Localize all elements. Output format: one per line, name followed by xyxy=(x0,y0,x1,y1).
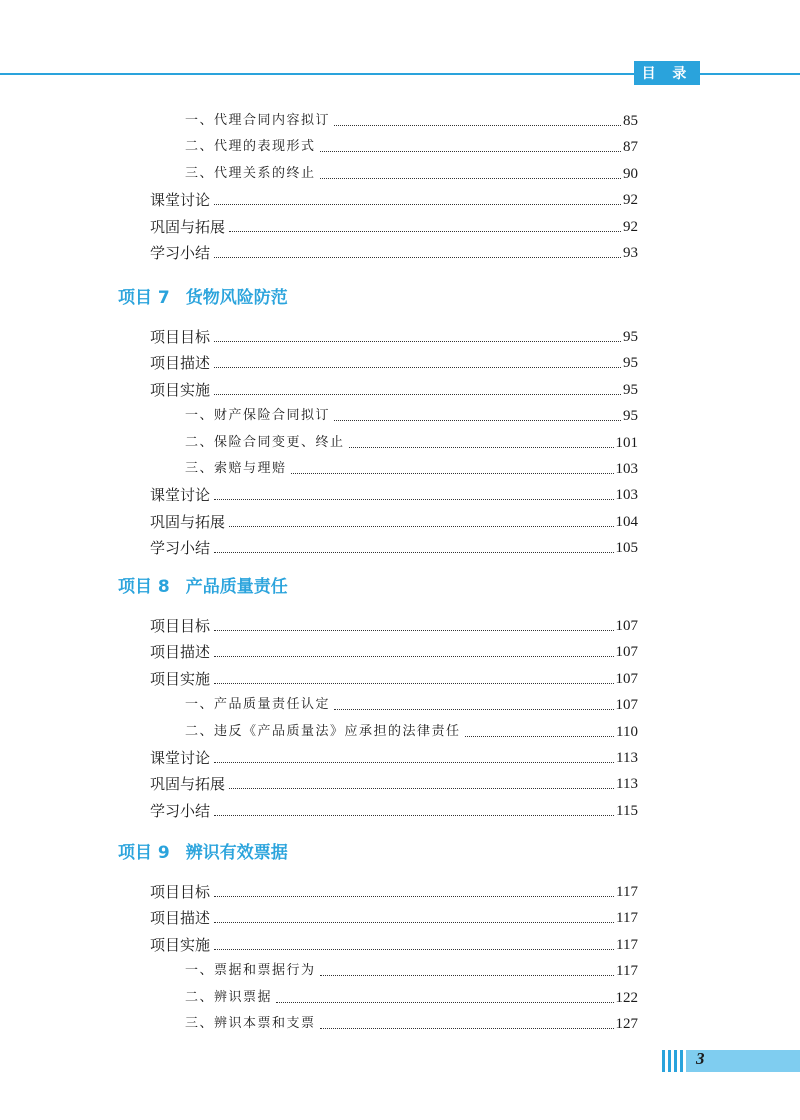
toc-entry-page: 104 xyxy=(615,513,638,530)
dot-leader xyxy=(334,708,613,710)
toc-subentry[interactable] xyxy=(185,688,638,714)
toc-entry-page: 127 xyxy=(615,1016,638,1032)
toc-entry[interactable] xyxy=(150,373,638,399)
toc-entry-page: 95 xyxy=(623,381,638,398)
dot-leader xyxy=(214,629,613,631)
dot-leader xyxy=(214,682,613,684)
toc-entry-page: 107 xyxy=(615,644,638,661)
dot-leader xyxy=(214,366,621,368)
footer-bar xyxy=(674,1050,677,1072)
toc-entry-label: 三、索赔与理赔 xyxy=(185,461,287,476)
toc-entry-label: 项目实施 xyxy=(150,669,211,688)
toc-entry-label: 项目目标 xyxy=(150,883,211,901)
toc-subentry[interactable] xyxy=(185,1007,638,1033)
toc-entry[interactable] xyxy=(150,767,638,793)
toc-entry[interactable] xyxy=(150,236,638,262)
toc-entry-page: 107 xyxy=(615,618,638,634)
toc-entry-label: 一、财产保险合同拟订 xyxy=(185,408,331,424)
dot-leader xyxy=(349,446,614,448)
dot-leader xyxy=(214,203,621,205)
section-number: 项目 7 xyxy=(118,288,170,308)
toc-subentry[interactable] xyxy=(185,715,638,741)
toc-subentry[interactable] xyxy=(185,399,638,425)
dot-leader xyxy=(214,551,613,553)
footer-bar xyxy=(662,1050,665,1072)
toc-entry-page: 105 xyxy=(615,540,638,557)
dot-leader xyxy=(214,895,614,897)
dot-leader xyxy=(229,525,613,527)
dot-leader xyxy=(334,419,621,421)
toc-entry-label: 巩固与拓展 xyxy=(150,217,226,236)
toc-entry[interactable] xyxy=(150,531,638,557)
toc-entry-label: 二、违反《产品质量法》应承担的法律责任 xyxy=(185,723,461,739)
toc-entry-page: 95 xyxy=(623,355,638,372)
section-heading[interactable] xyxy=(118,572,288,597)
toc-entry[interactable] xyxy=(150,183,638,209)
section-number: 项目 8 xyxy=(118,577,170,597)
toc-entry[interactable] xyxy=(150,505,638,531)
toc-entry-label: 课堂讨论 xyxy=(150,749,211,767)
section-number: 项目 9 xyxy=(118,843,170,863)
dot-leader xyxy=(214,921,614,923)
toc-subentry[interactable] xyxy=(185,954,638,980)
dot-leader xyxy=(334,124,621,126)
toc-entry[interactable] xyxy=(150,662,638,688)
toc-entry[interactable] xyxy=(150,794,638,820)
toc-entry[interactable] xyxy=(150,478,638,504)
toc-entry-label: 项目实施 xyxy=(150,380,211,399)
toc-subentry[interactable] xyxy=(185,130,638,156)
toc-entry-page: 85 xyxy=(623,113,638,129)
toc-entry-label: 项目描述 xyxy=(150,354,211,373)
toc-entry-label: 一、产品质量责任认定 xyxy=(185,697,331,713)
header-tab xyxy=(634,61,700,85)
dot-leader xyxy=(214,340,621,342)
toc-entry-page: 107 xyxy=(615,670,638,687)
toc-entry-label: 二、保险合同变更、终止 xyxy=(185,434,345,450)
toc-entry-label: 三、辨识本票和支票 xyxy=(185,1016,316,1031)
toc-entry-page: 107 xyxy=(615,697,638,714)
toc-subentry[interactable] xyxy=(185,157,638,183)
dot-leader xyxy=(465,735,615,737)
toc-entry-page: 115 xyxy=(616,802,638,819)
toc-subentry[interactable] xyxy=(185,981,638,1007)
section-heading[interactable] xyxy=(118,838,288,863)
toc-subentry[interactable] xyxy=(185,104,638,130)
header-tab-label: 目 录 xyxy=(641,66,693,82)
dot-leader xyxy=(214,393,621,395)
toc-entry-page: 117 xyxy=(616,936,638,953)
toc-entry-label: 学习小结 xyxy=(150,801,211,820)
toc-entry[interactable] xyxy=(150,320,638,346)
section-title: 产品质量责任 xyxy=(185,577,288,597)
toc-entry-label: 学习小结 xyxy=(150,244,211,262)
toc-entry-label: 巩固与拓展 xyxy=(150,512,226,531)
page-number: 3 xyxy=(696,1049,705,1068)
toc-entry-label: 二、代理的表现形式 xyxy=(185,139,316,155)
toc-entry-label: 课堂讨论 xyxy=(150,191,211,210)
toc-entry[interactable] xyxy=(150,741,638,767)
footer-bar xyxy=(680,1050,683,1072)
toc-entry-label: 项目实施 xyxy=(150,935,211,954)
dot-leader xyxy=(291,472,614,474)
dot-leader xyxy=(229,230,621,232)
toc-entry-label: 一、代理合同内容拟订 xyxy=(185,113,331,128)
toc-entry-page: 87 xyxy=(623,139,638,156)
toc-entry-label: 三、代理关系的终止 xyxy=(185,165,316,181)
dot-leader xyxy=(320,150,621,152)
toc-entry-label: 项目目标 xyxy=(150,617,211,635)
dot-leader xyxy=(214,256,621,258)
dot-leader xyxy=(214,761,614,763)
section-heading[interactable] xyxy=(118,283,288,308)
toc-entry-page: 90 xyxy=(623,165,638,182)
dot-leader xyxy=(214,655,613,657)
toc-entry-page: 117 xyxy=(616,910,638,927)
toc-entry-page: 122 xyxy=(615,989,638,1006)
toc-entry[interactable] xyxy=(150,635,638,661)
toc-entry[interactable] xyxy=(150,875,638,901)
toc-entry[interactable] xyxy=(150,210,638,236)
toc-entry-page: 92 xyxy=(623,192,638,209)
dot-leader xyxy=(320,974,615,976)
dot-leader xyxy=(229,787,614,789)
toc-entry-label: 项目描述 xyxy=(150,643,211,662)
toc-entry-page: 110 xyxy=(616,723,638,740)
toc-entry[interactable] xyxy=(150,346,638,372)
toc-subentry[interactable] xyxy=(185,452,638,478)
dot-leader xyxy=(214,498,613,500)
footer-bar xyxy=(668,1050,671,1072)
toc-entry-page: 117 xyxy=(616,963,638,980)
toc-entry-label: 项目目标 xyxy=(150,328,211,346)
toc-entry-page: 95 xyxy=(623,329,638,345)
section-title: 货物风险防范 xyxy=(185,288,288,308)
toc-entry-page: 95 xyxy=(623,408,638,425)
toc-entry-label: 二、辨识票据 xyxy=(185,989,273,1005)
footer-decoration-bars xyxy=(662,1050,683,1072)
dot-leader xyxy=(276,1001,613,1003)
toc-entry-page: 101 xyxy=(615,434,638,451)
toc-entry[interactable] xyxy=(150,928,638,954)
dot-leader xyxy=(320,177,621,179)
toc-entry-page: 93 xyxy=(623,245,638,261)
toc-entry-label: 学习小结 xyxy=(150,539,211,558)
dot-leader xyxy=(320,1027,614,1029)
toc-entry-label: 项目描述 xyxy=(150,909,211,928)
toc-entry-label: 一、票据和票据行为 xyxy=(185,963,316,979)
toc-entry[interactable] xyxy=(150,901,638,927)
toc-subentry[interactable] xyxy=(185,426,638,452)
toc-entry-page: 113 xyxy=(616,750,638,766)
toc-entry-page: 92 xyxy=(623,218,638,235)
toc-entry-page: 117 xyxy=(616,884,638,900)
dot-leader xyxy=(214,948,614,950)
section-title: 辨识有效票据 xyxy=(185,843,288,863)
toc-entry-label: 巩固与拓展 xyxy=(150,775,226,794)
toc-entry[interactable] xyxy=(150,609,638,635)
toc-entry-page: 103 xyxy=(615,461,638,477)
toc-entry-label: 课堂讨论 xyxy=(150,486,211,505)
toc-entry-page: 113 xyxy=(616,776,638,793)
dot-leader xyxy=(214,814,614,816)
toc-entry-page: 103 xyxy=(615,487,638,504)
